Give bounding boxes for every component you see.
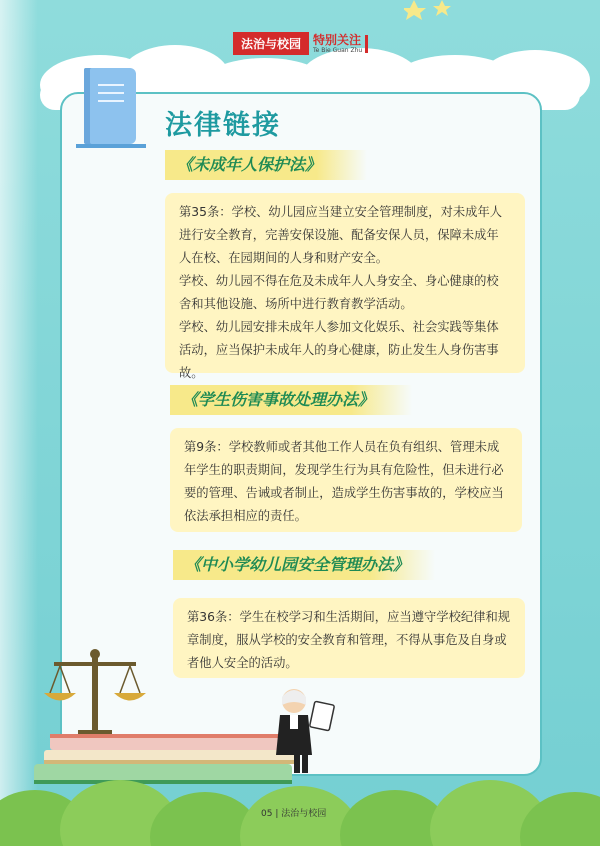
law-paragraph: 第36条：学生在校学习和生活期间，应当遵守学校纪律和规章制度，服从学校的安全教育和管理，不得从事危及自身或者他人安全的活动。 — [187, 610, 511, 670]
magazine-tag: 法治与校园 — [233, 32, 309, 55]
page-header — [233, 32, 368, 55]
column-pinyin: Te Bie Guan Zhu — [313, 46, 363, 54]
page-footer — [261, 806, 326, 819]
scales-icon — [40, 648, 150, 740]
law-paragraph: 学校、幼儿园安排未成年人参加文化娱乐、社会实践等集体活动，应当保护未成年人的身心健康，防止发生人身伤害事故。 — [179, 320, 499, 380]
book-icon — [84, 68, 136, 144]
law-title-1: 《未成年人保护法》 — [165, 150, 367, 180]
page-binding-shadow — [0, 0, 38, 846]
header-bar — [365, 35, 368, 53]
column-name: 特别关注 — [313, 32, 362, 47]
law-title-2: 《学生伤害事故处理办法》 — [170, 385, 412, 415]
law-title-3: 《中小学幼儿园安全管理办法》 — [173, 550, 435, 580]
footer-magazine: 法治与校园 — [281, 809, 327, 819]
page-number: 05 — [261, 809, 273, 819]
book-shelf-line — [76, 144, 146, 148]
star-decoration-icon — [404, 0, 454, 20]
column-label — [313, 34, 362, 54]
judge-icon — [272, 685, 342, 780]
law-paragraph: 第35条：学校、幼儿园应当建立安全管理制度，对未成年人进行安全教育，完善安保设施、配备安保人员，保障未成年人在校、在园期间的人身和财产安全。 — [179, 205, 503, 265]
law-text-box-2 — [170, 428, 522, 532]
law-text-box-1 — [165, 193, 525, 380]
law-text-box-3 — [173, 598, 525, 678]
section-title: 法律链接 — [165, 110, 281, 141]
footer-divider: | — [275, 809, 279, 819]
law-paragraph: 学校、幼儿园不得在危及未成年人人身安全、身心健康的校舍和其他设施、场所中进行教育教学活动。 — [179, 274, 499, 311]
law-paragraph: 第9条：学校教师或者其他工作人员在负有组织、管理未成年学生的职责期间，发现学生行为具有危险性，但未进行必要的管理、告诫或者制止，造成学生伤害事故的，学校应当依法承担相应的责任。 — [184, 440, 504, 523]
